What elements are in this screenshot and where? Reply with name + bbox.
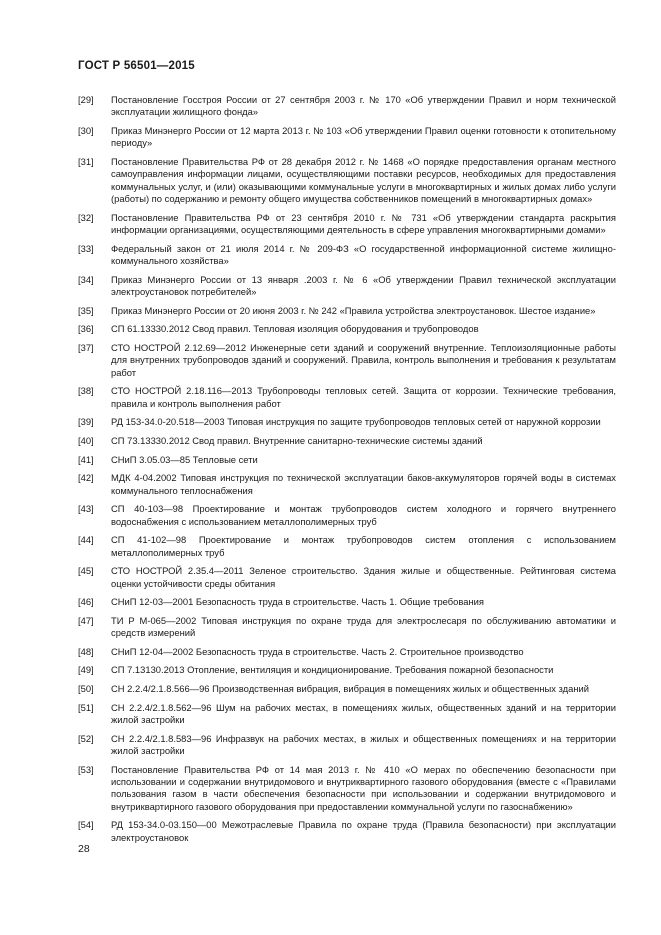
reference-text: СП 73.13330.2012 Свод правил. Внутренние санитарно-технические системы зданий (111, 435, 483, 446)
reference-number: [49] (78, 664, 94, 676)
reference-number: [36] (78, 323, 94, 335)
reference-number: [43] (78, 503, 94, 515)
reference-item (78, 733, 616, 758)
reference-text: СП 7.13130.2013 Отопление, вентиляция и кондиционирование. Требования пожарной безопасности (111, 664, 554, 676)
reference-text: РД 153-34.0-03.150—00 Межотраслевые Правила по охране труда (Правила безопасности) при эксплуатации электроустановок (111, 819, 616, 843)
reference-number: [29] (78, 94, 94, 105)
reference-item (78, 243, 616, 268)
reference-item (78, 503, 616, 528)
reference-item (78, 534, 616, 559)
reference-item (78, 646, 616, 658)
standard-title: ГОСТ Р 56501—2015 (78, 60, 195, 72)
reference-text: Приказ Минэнерго России от 20 июня 2003 г. № 242 «Правила устройства электроустановок. Шестое издание» (111, 304, 596, 316)
reference-text: Постановление Правительства РФ от 28 декабря 2012 г. № 1468 «О порядке предоставления органам местного самоуправления информации лицами, осуществляющими поставки ресурсов, необходимых для предоставления коммунальных услуг, и (или) оказывающими коммунальные услуги в многоквартирных и жилых домах либо услуги (работы) по содержанию и ремонту общего имущества собственников помещений в многоквартирных домах» (111, 156, 616, 205)
reference-number: [40] (78, 435, 94, 446)
reference-text: РД 153-34.0-20.518—2003 Типовая инструкция по защите трубопроводов тепловых сетей от наружной коррозии (111, 416, 601, 428)
reference-item (78, 94, 616, 119)
reference-item (78, 615, 616, 640)
reference-item (78, 342, 616, 379)
reference-number: [47] (78, 614, 94, 626)
reference-number: [32] (78, 211, 94, 223)
reference-item (78, 323, 616, 335)
reference-item (78, 472, 616, 497)
reference-text: МДК 4-04.2002 Типовая инструкция по технической эксплуатации баков-аккумуляторов горячей воды в системах коммунального теплоснабжения (111, 472, 616, 496)
reference-number: [44] (78, 534, 94, 546)
reference-item (78, 435, 616, 447)
reference-number: [42] (78, 472, 94, 484)
reference-text: Постановление Правительства РФ от 14 мая 2013 г. № 410 «О мерах по обеспечению безопасности при использовании и содержании внутридомового и внутриквартирного газового оборудования (вместе с «Правилами пользования газом в части обеспечения безопасности при использовании и содержании внутридомового и внутриквартирного газового оборудования при предоставлении коммунальной услуги по газоснабжению» (111, 763, 616, 812)
reference-item (78, 596, 616, 608)
reference-number: [33] (78, 242, 94, 254)
reference-number: [31] (78, 156, 94, 167)
reference-number: [54] (78, 819, 94, 831)
reference-item (78, 125, 616, 150)
reference-text: Постановление Правительства РФ от 23 сентября 2010 г. № 731 «Об утверждении стандарта раскрытия информации организациями, осуществляющими деятельность в сфере управления многоквартирными домами» (111, 211, 616, 236)
reference-number: [48] (78, 645, 94, 657)
reference-list (78, 94, 616, 850)
reference-text: СП 61.13330.2012 Свод правил. Тепловая изоляция оборудования и трубопроводов (111, 323, 479, 335)
reference-text: ТИ Р М-065—2002 Типовая инструкция по охране труда для электрослесаря по обслуживанию автоматики и средств измерений (111, 614, 616, 639)
reference-number: [50] (78, 682, 94, 694)
reference-number: [51] (78, 701, 94, 713)
reference-number: [30] (78, 125, 94, 136)
reference-text: СП 41-102—98 Проектирование и монтаж трубопроводов систем отопления с использованием металлополимерных труб (111, 534, 616, 558)
reference-text: СП 40-103—98 Проектирование и монтаж трубопроводов систем холодного и горячего внутреннего водоснабжения с использованием металлополимерных труб (111, 503, 616, 527)
reference-number: [41] (78, 453, 94, 465)
reference-number: [35] (78, 304, 94, 316)
reference-item (78, 819, 616, 844)
reference-text: СТО НОСТРОЙ 2.12.69—2012 Инженерные сети зданий и сооружений внутренние. Теплоизоляционные работы для внутренних трубопроводов зданий и сооружений. Правила, контроль выполнения и требования к результатам работ (111, 342, 616, 378)
reference-text: СН 2.2.4/2.1.8.566—96 Производственная вибрация, вибрация в помещениях жилых и общественных зданий (111, 682, 589, 694)
reference-text: СН 2.2.4/2.1.8.583—96 Инфразвук на рабочих местах, в жилых и общественных помещениях и на территории жилой застройки (111, 732, 616, 756)
reference-number: [52] (78, 732, 94, 744)
reference-number: [34] (78, 273, 94, 285)
reference-text: СТО НОСТРОЙ 2.35.4—2011 Зеленое строительство. Здания жилые и общественные. Рейтинговая система оценки устойчивости среды обитания (111, 565, 616, 589)
reference-item (78, 274, 616, 299)
reference-text: СН 2.2.4/2.1.8.562—96 Шум на рабочих местах, в помещениях жилых, общественных зданий и на территории жилой застройки (111, 701, 616, 725)
reference-item (78, 764, 616, 814)
reference-text: Постановление Госстроя России от 27 сентября 2003 г. № 170 «Об утверждении Правил и норм технической эксплуатации жилищного фонда» (111, 94, 616, 118)
reference-text: Приказ Минэнерго России от 12 марта 2013 г. № 103 «Об утверждении Правил оценки готовности к отопительному периоду» (111, 125, 616, 149)
reference-text: СТО НОСТРОЙ 2.18.116—2013 Трубопроводы тепловых сетей. Защита от коррозии. Технические требования, правила и контроль выполнения работ (111, 385, 616, 409)
reference-number: [45] (78, 565, 94, 577)
reference-number: [38] (78, 385, 94, 397)
reference-text: Приказ Минэнерго России от 13 января .2003 г. № 6 «Об утверждении Правил технической эксплуатации электроустановок потребителей» (111, 273, 616, 298)
reference-number: [46] (78, 596, 94, 608)
reference-text: СНиП 12-04—2002 Безопасность труда в строительстве. Часть 2. Строительное производство (111, 645, 524, 657)
reference-item (78, 305, 616, 317)
reference-text: Федеральный закон от 21 июля 2014 г. № 209-ФЗ «О государственной информационной системе жилищно-коммунального хозяйства» (111, 242, 616, 267)
reference-item (78, 565, 616, 590)
reference-item (78, 156, 616, 206)
reference-text: СНиП 3.05.03—85 Тепловые сети (111, 453, 258, 465)
reference-number: [37] (78, 342, 94, 353)
reference-item (78, 416, 616, 428)
page-number: 28 (78, 843, 90, 855)
reference-item (78, 385, 616, 410)
reference-text: СНиП 12-03—2001 Безопасность труда в строительстве. Часть 1. Общие требования (111, 596, 484, 608)
reference-number: [39] (78, 416, 94, 428)
reference-item (78, 702, 616, 727)
reference-item (78, 683, 616, 695)
reference-item (78, 454, 616, 466)
reference-item (78, 664, 616, 676)
reference-number: [53] (78, 763, 94, 775)
reference-item (78, 212, 616, 237)
